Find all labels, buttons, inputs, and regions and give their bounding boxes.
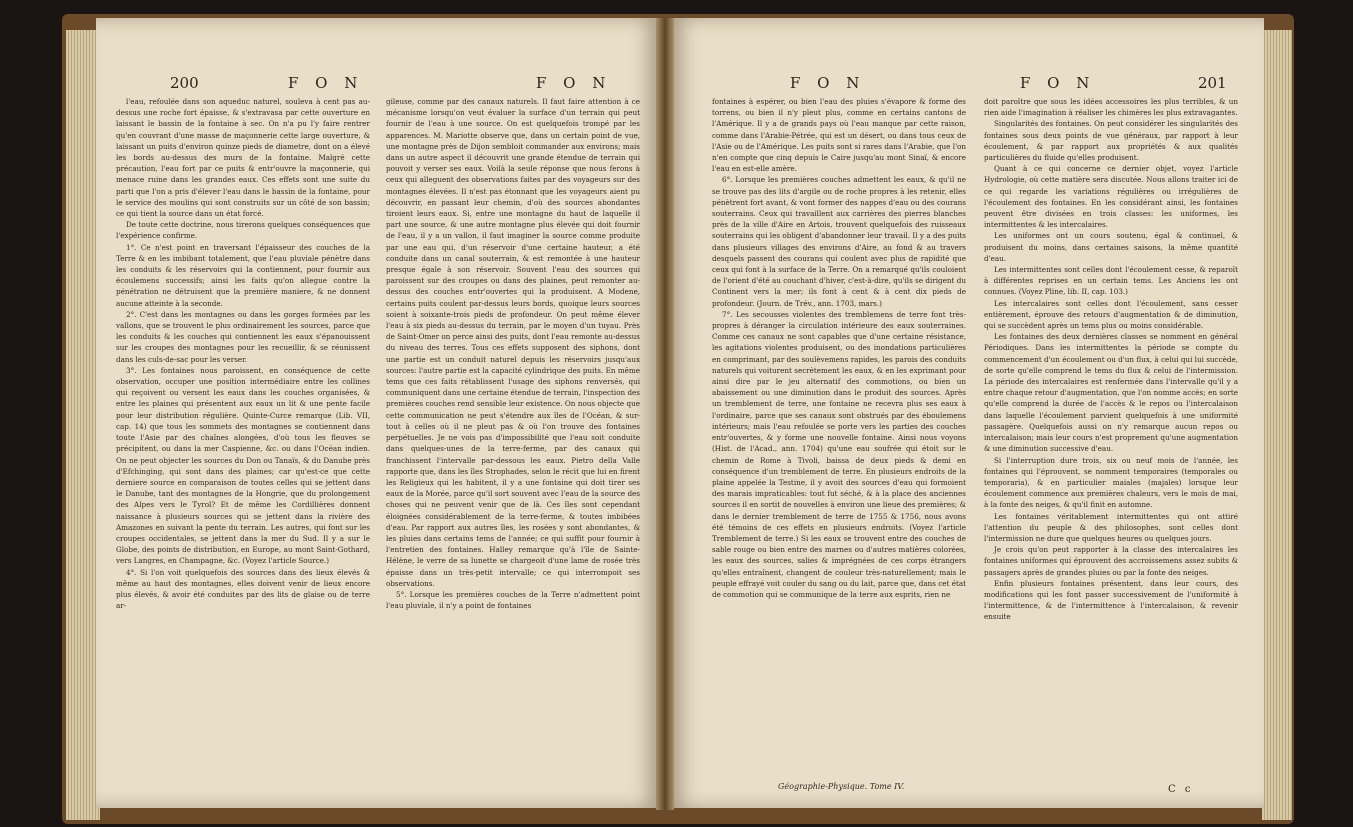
page-number: 200: [170, 74, 199, 92]
paragraph: Les uniformes ont un cours soutenu, égal & continuel, & produisent du moins, dans certaines saisons, la même quantité d'eau.: [984, 231, 1238, 263]
signature-mark: C c: [1168, 784, 1194, 795]
running-head-left: F O N: [790, 74, 866, 92]
right-column-2: [984, 96, 1238, 796]
paragraph: Si l'interruption dure trois, six ou neuf mois de l'année, les fontaines qui l'éprouvent, se nomment temporaires (temporales ou temporaria), & en particulier maiales (majales) lorsque leur écoulement commence aux premières chaleurs, vers le mois de mai, à la fonte des neiges, & qu'il finit en automne.: [984, 455, 1238, 510]
page-edges-right: [1262, 30, 1292, 820]
paragraph: 4°. Si l'on voit quelquefois des sources dans des lieux élevés & même au haut des montagnes, elles doivent venir de lieux encore plus élevés, & avoir été conduites par des lits de glaise ou de terre ar-: [116, 567, 370, 611]
paragraph: 7°. Les secousses violentes des tremblemens de terre font très-propres à déranger la circulation intérieure des eaux souterraines. Comme ces canaux ne sont capables que d'une certaine résistance, les agitations violentes produisent, ou des inondations particulières en comprimant, par des soulèvemens rapides, les parois des conduits naturels qui voiturent secrètement les eaux, & en les exprimant pour ainsi dire par le jeu alternatif des commotions, ou bien un abaissement ou une diminution dans le produit des sources. Après un tremblement de terre, une fontaine ne recevra plus ses eaux à l'ordinaire, parce que ses canaux sont obstrués par des éboulemens intérieurs; mais l'eau refoulée se porte vers les parties des couches entr'ouvertes, & y forme une nouvelle fontaine. Ainsi nous voyons (Hist. de l'Acad., ann. 1704) qu'une eau soufrée qui étoit sur le chemin de Rome à Tivoli, baissa de deux pieds & demi en conséquence d'un tremblement de terre. En plusieurs endroits de la plaine appelée la Testine, il y avoit des sources d'eau qui formoient des marais impraticables: tout fut séché, & à la place des anciennes sources il en sortit de nouvelles à environ une lieue des premières; & dans le dernier tremblement de terre de 1755 & 1756, nous avons été témoins de ces effets en plusieurs endroits. (Voyez l'article Tremblement de terre.) Si les eaux se trouvent entre des couches de sable rouge ou bien entre des marnes ou d'autres matières colorées, les eaux des sources, salies & imprégnées de ces corps étrangers qu'elles entraînent, changent de couleur très-naturellement; mais le peuple effrayé voit couler du sang ou du lait, parce que, dans cet état de commotion qui se communique de la terre aux esprits, rien ne: [712, 309, 966, 599]
paragraph: Les fontaines des deux dernières classes se nomment en général Périodiques. Dans les intermittentes la période se compte du commencement d'un écoulement ou d'un flux, à celui qui lui succède, de sorte qu'elle comprend le tems du flux & celui de l'intermission. La période des intercalaires est renfermée dans l'intervalle qu'il y a entre chaque retour d'augmentation, que l'on nomme accès; en sorte qu'elle comprend la durée de l'accès & le repos ou l'intercalaison dans laquelle l'écoulement parvient quelquefois à une uniformité passagère. Quelquefois aussi on n'y remarque aucun repos ou intercalaison; mais leur cours n'est proprement qu'une augmentation & une diminution successive d'eau.: [984, 332, 1238, 454]
paragraph: De toute cette doctrine, nous tirerons quelques conséquences que l'expérience confirme.: [116, 220, 370, 241]
paragraph: 3°. Les fontaines nous paroissent, en conséquence de cette observation, occuper une position intermédiaire entre les collines qui reçoivent ou versent les eaux dans les couches organisées, & entre les plaines qui présentent aux eaux un lit & une pente facile pour leur distribution régulière. Quinte-Curce remarque (Lib. VII, cap. 14) que tous les sommets des montagnes se contiennent dans toute l'Asie par des chaînes alongées, d'où tous les fleuves se précipitent, ou dans la mer Caspienne, &c. ou dans l'Océan indien. On ne peut objecter les sources du Don ou Tanaïs, & du Danube près d'Efchinging, qui sont dans des plaines; car qu'est-ce que cette derniere source en comparaison de toutes celles qui se jettent dans le Danube, tant des montagnes de la Hongrie, que du prolongement des Alpes vers le Tyrol? Et de même les Cordillières donnent naissance à plusieurs sources qui se jettent dans la rivière des Amazones en suivant la pente du terrain. Les autres, qui font sur les croupes occidentales, se jettent dans la mer du Sud. Il y a sur le Globe, des points de distribution, en Europe, au mont Saint-Gothard, vers Langres, en Champagne, &c. (Voyez l'article Source.): [116, 365, 370, 566]
paragraph: fontaines à espérer, ou bien l'eau des pluies s'évapore & forme des torrens, ou bien il n'y pleut plus, comme en certains cantons de l'Amérique. Il y a de grands pays où l'eau manque par cette raison, comme dans l'Arabie-Pétrée, qui est un désert, ou dans tous ceux de l'Asie ou de l'Amérique. Les puits sont si rares dans l'Arabie, que l'on n'en compte que cinq depuis le Caire jusqu'au mont Sinaï, & encore l'eau en est-elle amère.: [712, 97, 966, 174]
page-footer: Géographie-Physique. Tome IV.: [778, 782, 905, 791]
running-head-right: F O N: [536, 74, 612, 92]
paragraph: 6°. Lorsque les premières couches admettent les eaux, & qu'il ne se trouve pas des lits d'argile ou de roche propres à les retenir, elles pénètrent fort avant, & vont former des nappes d'eau ou des courans souterrains. Ceux qui travaillent aux carrières des pierres blanches près de la ville d'Aire en Artois, trouvent quelquefois des ruisseaux souterrains qui les obligent d'abandonner leur travail. Il y a des puits dans plusieurs villages des environs d'Aire, au fond & au travers desquels passent des courans qui coulent avec plus de rapidité que ceux qui font à la surface de la Terre. On a remarqué qu'ils couloient de l'orient d'été au couchant d'hiver, c'est-à-dire, qu'ils se dirigent du Continent vers la mer; ils font à cent & à cent dix pieds de profondeur. (Journ. de Trév., ann. 1703, mars.): [712, 175, 966, 308]
left-column-2: [386, 96, 640, 796]
paragraph: 2°. C'est dans les montagnes ou dans les gorges formées par les vallons, que se trouvent le plus ordinairement les sources, parce que les conduits & les couches qui contiennent les eaux s'épanouissent sur les croupes des montagnes pour les recueillir, & se réunissent dans les culs-de-sac pour les verser.: [116, 309, 370, 364]
paragraph: Les intermittentes sont celles dont l'écoulement cesse, & reparoît à différentes reprises en un certain tems. Les Anciens les ont connues. (Voyez Pline, lib. II, cap. 103.): [984, 265, 1238, 297]
paragraph: Les fontaines véritablement intermittentes qui ont attiré l'attention du peuple & des philosophes, sont celles dont l'intermission ne dure que quelques heures ou quelques jours.: [984, 511, 1238, 543]
paragraph: gileuse, comme par des canaux naturels. Il faut faire attention à ce mécanisme lorsqu'on veut évaluer la surface d'un terrain qui peut fournir de l'eau à une source. On est quelquefois trompé par les apparences. M. Mariotte observe que, dans un certain point de vue, une montagne près de Dijon sembloit commander aux environs; mais dans un autre aspect il découvrit une grande étendue de terrain qui pouvoit y verser ses eaux. Voilà la seule réponse que nous ferons à ceux qui alleguent des observations faites par des voyageurs sur des montagnes élevées. Il n'est pas étonnant que les voyageurs aient pu découvrir, en passant leur chemin, d'où des sources abondantes tiroient leurs eaux. Si, entre une montagne du haut de laquelle il part une source, & une autre montagne plus élevée qui doit fournir de l'eau, il y a un vallon, il faut imaginer la source comme produite par une eau qui, d'un réservoir d'une certaine hauteur, a été conduite dans un canal souterrain, & est remontée à une hauteur presque égale à son réservoir. Souvent l'eau des sources qui paroissent sur des croupes ou dans des plaines, peut remonter au-dessus des couches entr'ouvertes qui la produisent. A Modene, certains puits coulent par-dessus leurs bords, quoique leurs sources soient à soixante-trois pieds de profondeur. On peut même élever l'eau à six pieds au-dessus du terrain, par le moyen d'un tuyau. Près de Saint-Omer on perce ainsi des puits, dont l'eau remonte au-dessus du niveau des terres. Tous ces effets supposent des siphons, dont une partie est un conduit naturel depuis les réservoirs jusqu'aux sources: l'autre partie est la capacité cylindrique des puits. En même tems que ces faits rétablissent l'usage des siphons renversés, qui communiquent dans une certaine étendue de terrain, l'inspection des premières couches rend sensible leur existence. On nous objecte que cette communication ne peut s'étendre aux îles de l'Océan, & sur-tout à celles où il ne pleut pas & où l'on trouve des fontaines perpétuelles. Je ne vois pas d'impossibilité que l'eau soit conduite dans quelques-unes de la terre-ferme, par des canaux qui franchissent l'intervalle par-dessous les eaux. Pietro della Valle rapporte que, dans les îles Strophades, selon le récit que lui en firent les Religieux qui les habitent, il y a une fontaine qui doit tirer ses eaux de la Morée, parce qu'il sort souvent avec l'eau de la source des choses qui ne peuvent venir que de là. Ces îles sont cependant éloignées considérablement de la terre-ferme, & toutes imbibées d'eau. Par rapport aux autres îles, les rosées y sont abondantes, & les pluies dans certains tems de l'année; ce qui suffit pour fournir à l'entretien des fontaines. Halley remarque qu'à l'île de Sainte-Hélène, le verre de sa lunette se chargeoit d'une lame de rosée très épaisse dans un très-petit intervalle; ce qui interrompoit ses observations.: [386, 97, 640, 588]
paragraph: Je crois qu'on peut rapporter à la classe des intercalaires les fontaines uniformes qui éprouvent des accroissemens assez subits & passagers après de grandes pluies ou par la fonte des neiges.: [984, 545, 1238, 577]
paragraph: 5°. Lorsque les premières couches de la Terre n'admettent point l'eau pluviale, il n'y a point de fontaines: [386, 589, 640, 611]
paragraph: 1°. Ce n'est point en traversant l'épaisseur des couches de la Terre & en les imbibant totalement, que l'eau pluviale pénètre dans les conduits & les réservoirs qui la contiennent, pour fournir aux écoulemens successifs; ainsi les faits qu'on allegue contre la pénétration ne détruisent que la première maniere, & ne donnent aucune atteinte à la seconde.: [116, 242, 370, 308]
paragraph: doit paroître que sous les idées accessoires les plus terribles, & un rien aide l'imagination à réaliser les chimères les plus extravagantes.: [984, 97, 1238, 118]
paragraph: l'eau, refoulée dans son aqueduc naturel, souleva à cent pas au-dessus une roche fort épaisse, & s'extravasa par cette ouverture en laissant le bassin de la fontaine à sec. On n'a pu l'y faire rentrer qu'en couvrant d'une masse de maçonnerie cette large ouverture, & laissant un puits d'environ quinze pieds de diametre, dont on a élevé les bords au-dessus des murs de la fontaine. Malgré cette précaution, l'eau fort par ce puits & entr'ouvre la maçonnerie, qui menace ruine dans les grandes eaux. Ces effets sont une suite du parti que l'on a pris d'élever l'eau dans le bassin de la fontaine, pour le service des moulins qui sont construits sur un côté de son bassin; ce qui tient la source dans un état forcé.: [116, 97, 370, 219]
right-column-1: [712, 96, 966, 796]
paragraph: Enfin plusieurs fontaines présentent, dans leur cours, des modifications qui les font passer successivement de l'uniformité à l'intermittence, & de l'intermittence à l'intercalaison, & revenir ensuite: [984, 578, 1238, 622]
right-page: [668, 18, 1264, 808]
left-running-head: [96, 74, 662, 94]
paragraph: Les intercalaires sont celles dont l'écoulement, sans cesser entièrement, éprouve des retours d'augmentation & de diminution, qui se succèdent après un tems plus ou moins considérable.: [984, 298, 1238, 331]
right-running-head: [668, 74, 1264, 94]
running-head-right: F O N: [1020, 74, 1096, 92]
paragraph: Singularités des fontaines. On peut considérer les singularités des fontaines sous deux points de vue généraux, par rapport à leur écoulement, & par rapport aux propriétés & aux qualités particulières du fluide qu'elles produisent.: [984, 119, 1238, 163]
book-gutter: [656, 18, 674, 810]
page-number: 201: [1198, 74, 1227, 92]
page-edges-left: [66, 30, 100, 820]
left-page: [96, 18, 662, 808]
left-column-1: [116, 96, 370, 796]
running-head-left: F O N: [288, 74, 364, 92]
paragraph: Quant à ce qui concerne ce dernier objet, voyez l'article Hydrologie, où cette matière sera discutée. Nous allons traiter ici de ce qui regarde les variations régulières ou irrégulières de l'écoulement des fontaines. En les considérant ainsi, les fontaines peuvent être divisées en trois classes: les uniformes, les intermittentes & les intercalaires.: [984, 164, 1238, 230]
